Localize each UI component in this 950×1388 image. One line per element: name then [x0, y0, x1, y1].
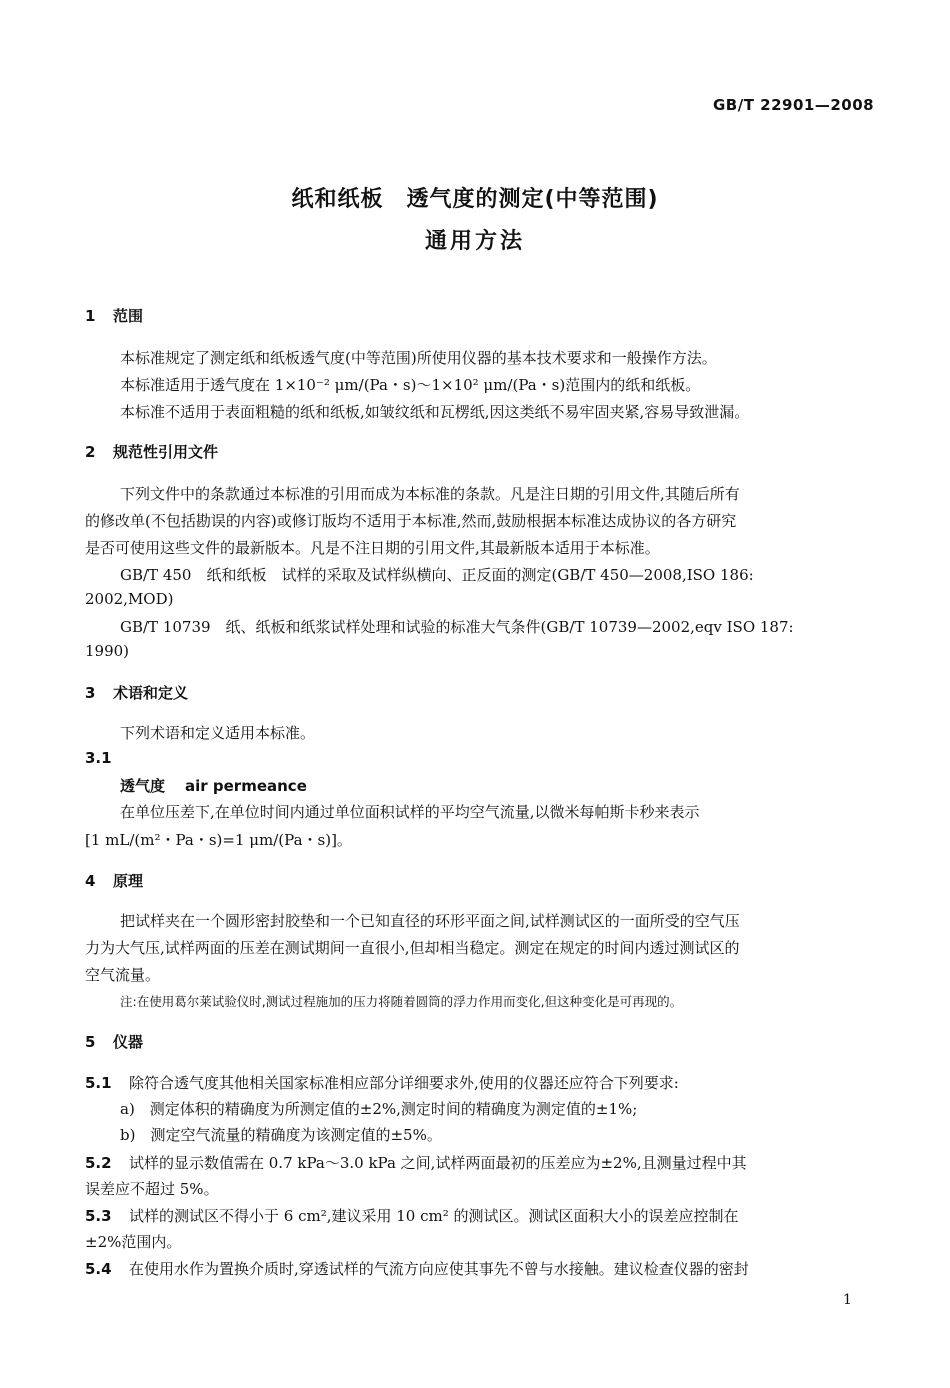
term — [120, 775, 307, 796]
paragraph: 本标准适用于透气度在 1×10⁻² μm/(Pa・s)～1×10² μm/(Pa・s)范围内的纸和纸板。 — [120, 376, 701, 394]
paragraph: 下列术语和定义适用本标准。 — [120, 724, 316, 742]
reference-line: 1990) — [85, 642, 130, 660]
clause-text: 除符合透气度其他相关国家标准相应部分详细要求外,使用的仪器还应符合下列要求: — [129, 1074, 679, 1092]
clause-5-4 — [85, 1258, 749, 1279]
section-title: 术语和定义 — [113, 684, 189, 702]
term-en: air permeance — [185, 777, 307, 795]
clause-5-3 — [85, 1205, 739, 1226]
section-number: 1 — [85, 307, 96, 325]
section-number: 3 — [85, 684, 96, 702]
section-title: 原理 — [113, 872, 144, 890]
section-1-heading — [85, 305, 143, 326]
definition-line: [1 mL/(m²・Pa・s)=1 μm/(Pa・s)]。 — [85, 831, 352, 849]
page-number: 1 — [843, 1292, 852, 1308]
list-item: a) 测定体积的精确度为所测定值的±2%,测定时间的精确度为测定值的±1%; — [120, 1100, 638, 1118]
clause-text: 在使用水作为置换介质时,穿透试样的气流方向应使其事先不曾与水接触。建议检查仪器的密封 — [129, 1260, 749, 1278]
section-title: 仪器 — [113, 1033, 144, 1051]
paragraph-line: 把试样夹在一个圆形密封胶垫和一个已知直径的环形平面之间,试样测试区的一面所受的空气压 — [120, 912, 740, 930]
paragraph-line: 是否可使用这些文件的最新版本。凡是不注日期的引用文件,其最新版本适用于本标准。 — [85, 539, 660, 557]
clause-5-1 — [85, 1072, 679, 1093]
subsection-number: 3.1 — [85, 749, 112, 767]
section-title: 范围 — [113, 307, 144, 325]
paragraph-line: 的修改单(不包括勘误的内容)或修订版均不适用于本标准,然而,鼓励根据本标准达成协议的各方研究 — [85, 512, 737, 530]
clause-number: 5.2 — [85, 1154, 112, 1172]
section-title: 规范性引用文件 — [113, 443, 219, 461]
note: 注:在使用葛尔莱试验仪时,测试过程施加的压力将随着圆筒的浮力作用而变化,但这种变化是可再现的。 — [120, 994, 683, 1009]
section-number: 5 — [85, 1033, 96, 1051]
clause-number: 5.3 — [85, 1207, 112, 1225]
document-title-line2: 通用方法 — [424, 229, 525, 254]
clause-number: 5.1 — [85, 1074, 112, 1092]
paragraph-line: 力为大气压,试样两面的压差在测试期间一直很小,但却相当稳定。测定在规定的时间内透过测试区的 — [85, 939, 740, 957]
clause-text: 试样的测试区不得小于 6 cm²,建议采用 10 cm² 的测试区。测试区面积大小的误差应控制在 — [129, 1207, 739, 1225]
reference-line: 2002,MOD) — [85, 590, 174, 608]
section-3-heading — [85, 682, 188, 703]
paragraph: 本标准规定了测定纸和纸板透气度(中等范围)所使用仪器的基本技术要求和一般操作方法。 — [120, 349, 717, 367]
clause-text: 试样的显示数值需在 0.7 kPa～3.0 kPa 之间,试样两面最初的压差应为±2%,且测量过程中其 — [129, 1154, 747, 1172]
paragraph-line: 空气流量。 — [85, 966, 161, 984]
definition-line: 在单位压差下,在单位时间内通过单位面积试样的平均空气流量,以微米每帕斯卡秒来表示 — [120, 803, 700, 821]
paragraph-line: 下列文件中的条款通过本标准的引用而成为本标准的条款。凡是注日期的引用文件,其随后所有 — [120, 485, 740, 503]
standard-number: GB/T 22901—2008 — [713, 96, 875, 114]
section-2-heading — [85, 441, 218, 462]
clause-number: 5.4 — [85, 1260, 112, 1278]
section-number: 4 — [85, 872, 96, 890]
term-cn: 透气度 — [120, 777, 166, 795]
clause-line: ±2%范围内。 — [85, 1233, 182, 1251]
section-5-heading — [85, 1031, 143, 1052]
section-number: 2 — [85, 443, 96, 461]
list-item: b) 测定空气流量的精确度为该测定值的±5%。 — [120, 1126, 442, 1144]
clause-line: 误差应不超过 5%。 — [85, 1180, 219, 1198]
document-title-line1: 纸和纸板 透气度的测定(中等范围) — [291, 187, 659, 212]
reference-line: GB/T 10739 纸、纸板和纸浆试样处理和试验的标准大气条件(GB/T 10739—2002,eqv ISO 187: — [120, 618, 794, 636]
paragraph: 本标准不适用于表面粗糙的纸和纸板,如皱纹纸和瓦楞纸,因这类纸不易牢固夹紧,容易导致泄漏。 — [120, 403, 750, 421]
reference-line: GB/T 450 纸和纸板 试样的采取及试样纵横向、正反面的测定(GB/T 450—2008,ISO 186: — [120, 566, 754, 584]
section-4-heading — [85, 870, 143, 891]
clause-5-2 — [85, 1152, 747, 1173]
